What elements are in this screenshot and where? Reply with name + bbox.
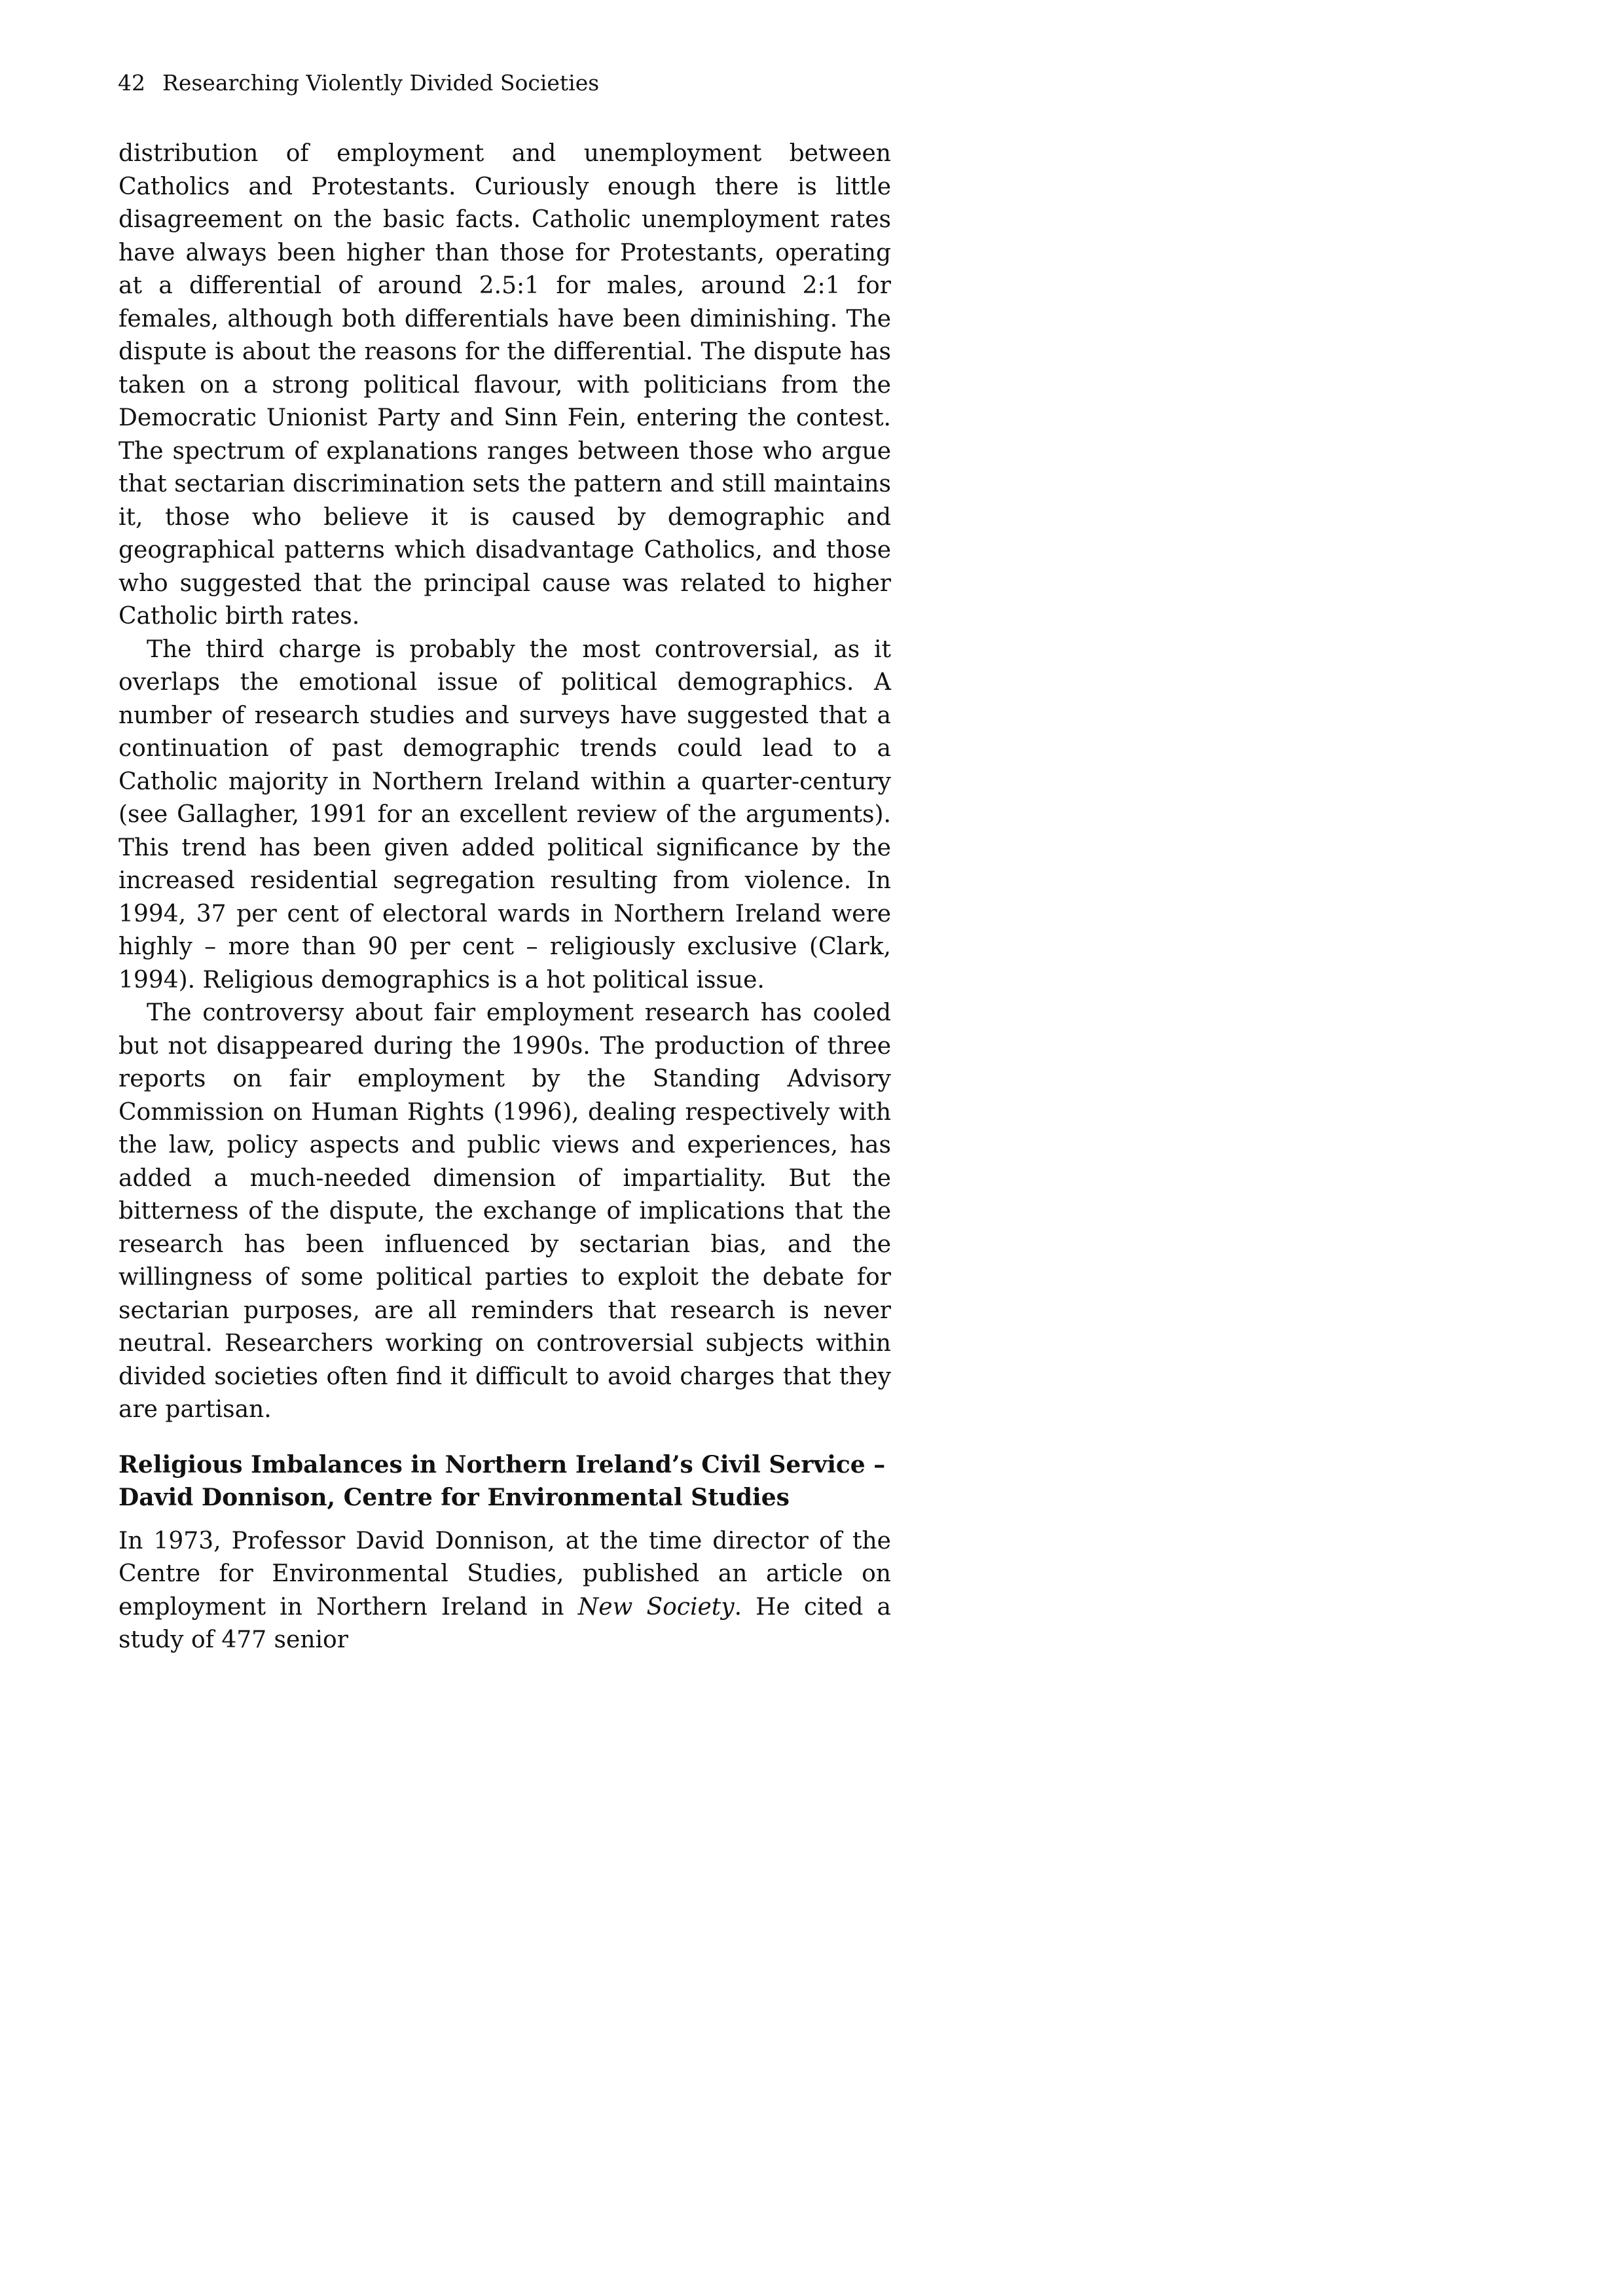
section-heading-line-2: David Donnison, Centre for Environmental Studies [119,1484,790,1511]
paragraph-text-start: In 1973, Professor David Donnison, at the time director of the Centre for Environmental Studies, published an article on employment in Northern Ireland in [119,1527,891,1621]
paragraph-employment-distribution: distribution of employment and unemployment between Catholics and Protestants. Curiously enough there is little disagreement on the basic facts. Catholic unemployment rates have always been higher than those for Protestants, operating at a differential of around 2.5:1 for males, around 2:1 for females, although both differentials have been diminishing. The dispute is about the reasons for the differential. The dispute has taken on a strong political flavour, with politicians from the Democratic Unionist Party and Sinn Fein, entering the contest. The spectrum of explanations ranges between those who argue that sectarian discrimination sets the pattern and still maintains it, those who believe it is caused by demographic and geographical patterns which disadvantage Catholics, and those who suggested that the principal cause was related to higher Catholic birth rates. [119,140,891,630]
section-heading [119,1448,891,1515]
paragraph-third-charge: The third charge is probably the most controversial, as it overlaps the emotional issue of political demographics. A number of research studies and surveys have suggested that a continuation of past demographic trends could lead to a Catholic majority in Northern Ireland within a quarter-century (see Gallagher, 1991 for an excellent review of the arguments). This trend has been given added political significance by the increased residential segregation resulting from violence. In 1994, 37 per cent of electoral wards in Northern Ireland were highly – more than 90 per cent – religiously exclusive (Clark, 1994). Religious demographics is a hot political issue. [119,636,891,994]
paragraph-fair-employment-controversy: The controversy about fair employment research has cooled but not disappeared during the 1990s. The production of three reports on fair employment by the Standing Advisory Commission on Human Rights (1996), dealing respectively with the law, policy aspects and public views and experiences, has added a much-needed dimension of impartiality. But the bitterness of the dispute, the exchange of implications that the research has been influenced by sectarian bias, and the willingness of some political parties to exploit the debate for sectarian purposes, are all reminders that research is never neutral. Researchers working on controversial subjects within divided societies often find it difficult to avoid charges that they are partisan. [119,999,891,1423]
body-text-column [119,137,891,1657]
section-heading-line-1: Religious Imbalances in Northern Ireland’s Civil Service – [119,1450,886,1479]
running-title: Researching Violently Divided Societies [162,70,600,96]
page-number: 42 [118,70,145,96]
publication-title: New Society [577,1593,735,1621]
paragraph-donnison-1973 [119,1525,891,1657]
running-head [118,67,599,99]
paragraph-text-end: . He cited a study of 477 senior [119,1593,891,1653]
